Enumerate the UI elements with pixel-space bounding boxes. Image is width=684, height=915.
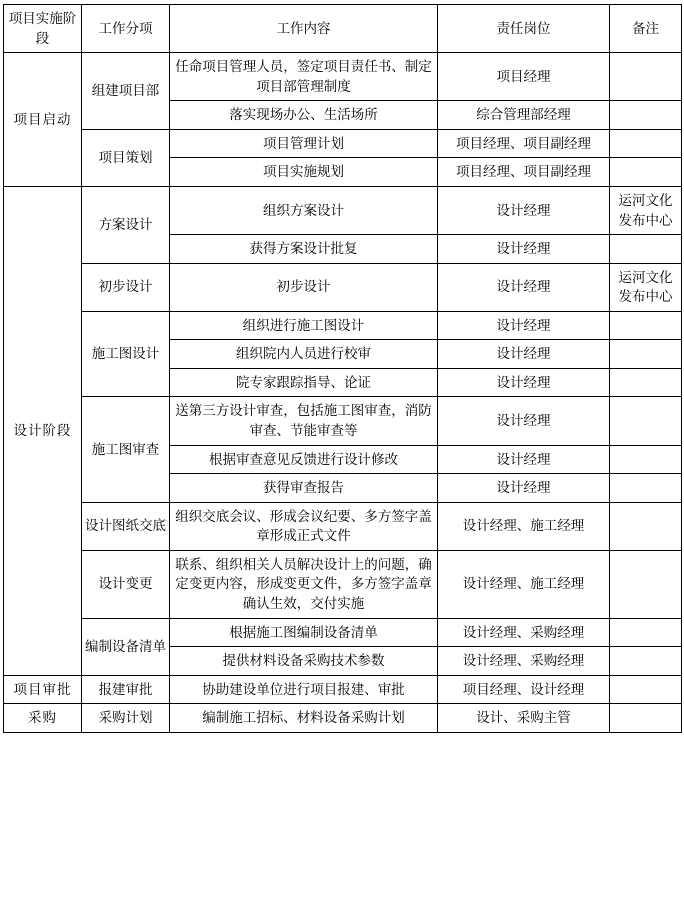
cell-work-item: 设计图纸交底 — [82, 502, 170, 550]
cell-note — [610, 53, 682, 101]
cell-work-item: 设计变更 — [82, 550, 170, 618]
cell-work-item: 采购计划 — [82, 704, 170, 733]
table-row — [4, 502, 682, 550]
cell-responsible-role: 项目经理、项目副经理 — [438, 158, 610, 187]
cell-responsible-role: 项目经理、项目副经理 — [438, 129, 610, 158]
cell-responsible-role: 设计经理、采购经理 — [438, 647, 610, 676]
cell-work-content: 获得审查报告 — [170, 474, 438, 503]
cell-work-item: 报建审批 — [82, 675, 170, 704]
cell-work-item: 初步设计 — [82, 263, 170, 311]
cell-responsible-role: 设计经理 — [438, 311, 610, 340]
column-header-role: 责任岗位 — [438, 5, 610, 53]
cell-responsible-role: 设计经理、施工经理 — [438, 550, 610, 618]
table-row — [4, 675, 682, 704]
cell-work-content: 组织院内人员进行校审 — [170, 340, 438, 369]
cell-work-content: 协助建设单位进行项目报建、审批 — [170, 675, 438, 704]
cell-responsible-role: 综合管理部经理 — [438, 101, 610, 130]
cell-work-item: 项目策划 — [82, 129, 170, 186]
cell-responsible-role: 设计经理 — [438, 235, 610, 264]
cell-work-content: 组织交底会议、形成会议纪要、多方签字盖章形成正式文件 — [170, 502, 438, 550]
column-header-item: 工作分项 — [82, 5, 170, 53]
cell-responsible-role: 设计经理、施工经理 — [438, 502, 610, 550]
cell-note — [610, 502, 682, 550]
cell-work-item: 施工图审查 — [82, 397, 170, 502]
cell-stage: 采购 — [4, 704, 82, 733]
column-header-note: 备注 — [610, 5, 682, 53]
work-breakdown-table — [3, 4, 682, 733]
cell-work-content: 根据施工图编制设备清单 — [170, 618, 438, 647]
column-header-stage: 项目实施阶段 — [4, 5, 82, 53]
cell-note: 运河文化发布中心 — [610, 263, 682, 311]
cell-work-item: 方案设计 — [82, 186, 170, 263]
cell-responsible-role: 设计经理 — [438, 340, 610, 369]
table-row — [4, 263, 682, 311]
cell-note — [610, 397, 682, 445]
cell-note — [610, 101, 682, 130]
cell-note — [610, 618, 682, 647]
table-header-row — [4, 5, 682, 53]
table-body — [4, 53, 682, 733]
cell-note — [610, 704, 682, 733]
cell-work-content: 获得方案设计批复 — [170, 235, 438, 264]
cell-responsible-role: 设计、采购主管 — [438, 704, 610, 733]
cell-responsible-role: 项目经理、设计经理 — [438, 675, 610, 704]
table-row — [4, 129, 682, 158]
table-row — [4, 186, 682, 234]
cell-work-content: 提供材料设备采购技术参数 — [170, 647, 438, 676]
cell-responsible-role: 设计经理 — [438, 397, 610, 445]
cell-note — [610, 368, 682, 397]
table-header — [4, 5, 682, 53]
cell-note — [610, 445, 682, 474]
cell-note — [610, 675, 682, 704]
cell-responsible-role: 设计经理 — [438, 368, 610, 397]
cell-note — [610, 158, 682, 187]
cell-note — [610, 235, 682, 264]
cell-work-content: 组织进行施工图设计 — [170, 311, 438, 340]
column-header-content: 工作内容 — [170, 5, 438, 53]
cell-work-content: 项目管理计划 — [170, 129, 438, 158]
cell-stage: 项目启动 — [4, 53, 82, 187]
cell-responsible-role: 项目经理 — [438, 53, 610, 101]
cell-work-content: 组织方案设计 — [170, 186, 438, 234]
cell-responsible-role: 设计经理 — [438, 445, 610, 474]
cell-note — [610, 550, 682, 618]
cell-stage: 设计阶段 — [4, 186, 82, 675]
cell-work-content: 落实现场办公、生活场所 — [170, 101, 438, 130]
cell-work-content: 编制施工招标、材料设备采购计划 — [170, 704, 438, 733]
cell-work-content: 院专家跟踪指导、论证 — [170, 368, 438, 397]
cell-responsible-role: 设计经理 — [438, 474, 610, 503]
cell-work-content: 任命项目管理人员，签定项目责任书、制定项目部管理制度 — [170, 53, 438, 101]
table-row — [4, 53, 682, 101]
cell-note — [610, 311, 682, 340]
cell-work-content: 项目实施规划 — [170, 158, 438, 187]
table-row — [4, 618, 682, 647]
cell-work-item: 组建项目部 — [82, 53, 170, 130]
cell-work-content: 送第三方设计审查，包括施工图审查，消防审查、节能审查等 — [170, 397, 438, 445]
cell-work-item: 编制设备清单 — [82, 618, 170, 675]
table-row — [4, 704, 682, 733]
table-row — [4, 397, 682, 445]
cell-work-content: 初步设计 — [170, 263, 438, 311]
cell-responsible-role: 设计经理 — [438, 263, 610, 311]
cell-stage: 项目审批 — [4, 675, 82, 704]
cell-responsible-role: 设计经理 — [438, 186, 610, 234]
cell-note — [610, 129, 682, 158]
cell-responsible-role: 设计经理、采购经理 — [438, 618, 610, 647]
table-row — [4, 550, 682, 618]
table-row — [4, 311, 682, 340]
cell-work-item: 施工图设计 — [82, 311, 170, 397]
cell-note — [610, 474, 682, 503]
cell-note — [610, 647, 682, 676]
cell-note: 运河文化发布中心 — [610, 186, 682, 234]
cell-note — [610, 340, 682, 369]
cell-work-content: 联系、组织相关人员解决设计上的问题，确定变更内容，形成变更文件，多方签字盖章确认生效，交付实施 — [170, 550, 438, 618]
cell-work-content: 根据审查意见反馈进行设计修改 — [170, 445, 438, 474]
